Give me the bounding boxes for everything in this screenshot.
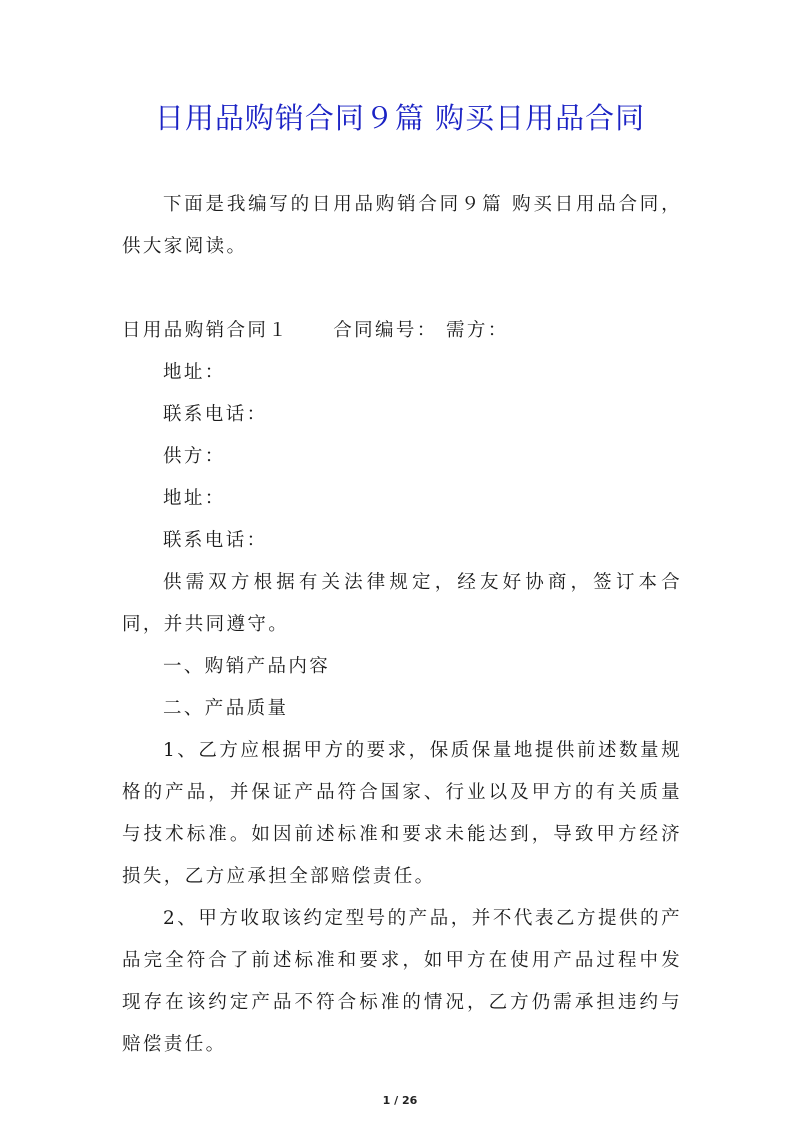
section-heading-quality: 二、产品质量 — [163, 698, 289, 719]
intro-paragraph: 下面是我编写的日用品购销合同９篇 购买日用品合同，供大家阅读。 — [122, 194, 682, 257]
clause-2: 2、甲方收取该约定型号的产品，并不代表乙方提供的产品完全符合了前述标准和要求，如甲方在使用产品过程中发现存在该约定产品不符合标准的情况，乙方仍需承担违约与赔偿责任。 — [122, 908, 682, 1055]
section-heading-products: 一、购销产品内容 — [163, 656, 331, 677]
agreement-paragraph: 供需双方根据有关法律规定，经友好协商，签订本合同，并共同遵守。 — [122, 572, 682, 635]
contract-name: 日用品购销合同１ — [122, 320, 290, 341]
buyer-address-label: 地址： — [163, 362, 226, 383]
document-body — [122, 184, 682, 1066]
contract-heading-line — [122, 310, 682, 352]
document-title: 日用品购销合同９篇 购买日用品合同 — [154, 101, 646, 135]
buyer-label: 需方： — [446, 320, 509, 341]
page-number: 1 / 26 — [382, 1094, 418, 1107]
clause-1: 1、乙方应根据甲方的要求，保质保量地提供前述数量规格的产品，并保证产品符合国家、行业以及甲方的有关质量与技术标准。如因前述标准和要求未能达到，导致甲方经济损失，乙方应承担全部赔偿责任。 — [122, 740, 682, 887]
seller-label: 供方： — [163, 446, 226, 467]
buyer-phone-label: 联系电话： — [163, 404, 268, 425]
seller-phone-label: 联系电话： — [163, 530, 268, 551]
contract-number-label: 合同编号： — [333, 320, 438, 341]
seller-address-label: 地址： — [163, 488, 226, 509]
